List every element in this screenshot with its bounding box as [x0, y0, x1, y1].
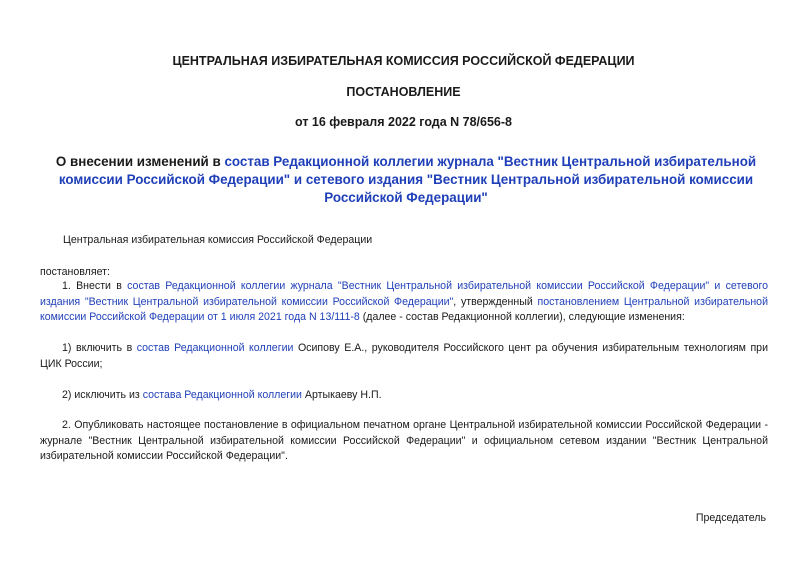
title-link-editorial-board[interactable]: состав Редакционной коллегии журнала "Вестник Центральной избирательной комиссии Российской Федерации" и сетевого издания "Вестник Центральной избирательной комиссии Российской Федерации" [58, 154, 757, 205]
intro-paragraph: Центральная избирательная комиссия Российской Федерации [63, 234, 373, 246]
item-1-paragraph [40, 279, 768, 326]
date-number-heading: от 16 февраля 2022 года N 78/656-8 [295, 115, 512, 129]
signature-role: Председатель [695, 512, 766, 524]
item-1-mid: , утвержденный [453, 295, 538, 308]
item-1-suffix: (далее - состав Редакционной коллегии), следующие изменения: [359, 311, 685, 323]
document-title [52, 153, 760, 207]
subitem-1-suffix: Осипову Е.А., руководителя Российского цент ра обучения избирательным технологиям при ЦИК России; [40, 342, 768, 370]
item-2-paragraph: 2. Опубликовать настоящее постановление в официальном печатном органе Центральной избирательной комиссии Российской Федерации - журнале "Вестник Центральной избирательной комиссии Российской Федерации" и официальном сетевом издании "Вестник Центральной избирательной комиссии Российской Федерации". [40, 419, 768, 462]
resolves-paragraph: постановляет: [40, 266, 110, 278]
subitem-2-paragraph [40, 388, 768, 404]
link-editorial-board-composition[interactable]: состав Редакционной коллегии журнала "Вестник Центральной избирательной комиссии Российской Федерации" и сетевого издания "Вестник Центральной избирательной комиссии Российской Федерации" [40, 280, 768, 308]
subitem-2-prefix: 2) исключить из [62, 389, 143, 401]
link-resolution-13-111-8[interactable]: постановлением Центральной избирательной комиссии Российской Федерации от 1 июля 2021 года N 13/111-8 [40, 295, 768, 323]
organization-heading: ЦЕНТРАЛЬНАЯ ИЗБИРАТЕЛЬНАЯ КОМИССИЯ РОССИЙСКОЙ ФЕДЕРАЦИИ [172, 54, 635, 68]
item-1-prefix: 1. Внести в [62, 280, 128, 292]
subitem-1-paragraph [40, 341, 768, 372]
subitem-1-prefix: 1) включить в [62, 342, 137, 354]
document-type-heading: ПОСТАНОВЛЕНИЕ [346, 85, 461, 99]
subitem-2-suffix: Артыкаеву Н.П. [301, 389, 382, 401]
title-text: О внесении изменений в [55, 154, 225, 169]
link-editorial-board[interactable]: состав Редакционной коллегии [136, 342, 294, 354]
link-editorial-board-2[interactable]: состава Редакционной коллегии [142, 389, 302, 401]
